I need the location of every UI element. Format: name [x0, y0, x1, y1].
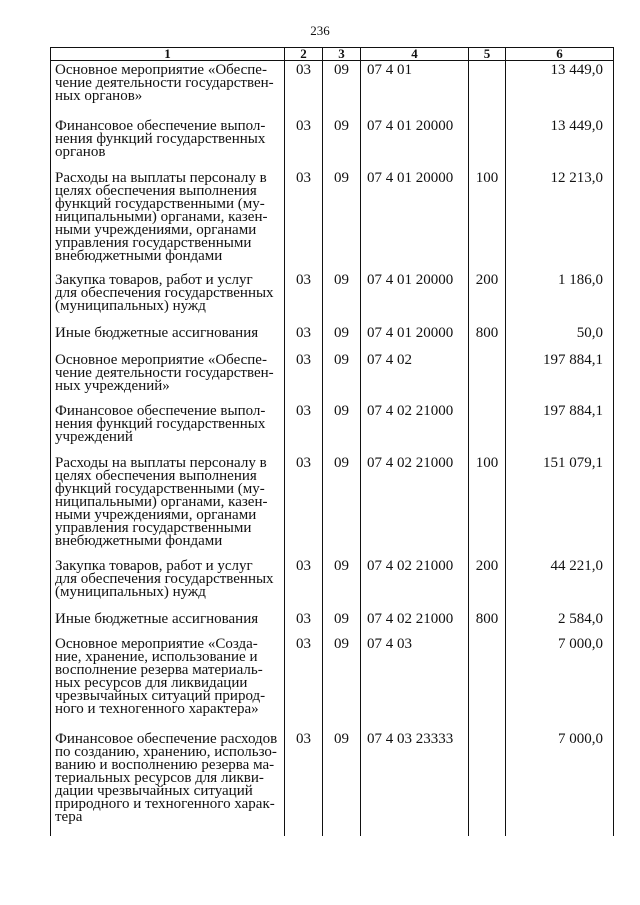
row-subsection: 09 — [323, 557, 361, 610]
row-name: Финансовое обеспечение выпол-нения функций государственных учреждений — [51, 402, 285, 454]
table-row — [51, 402, 614, 454]
column-header-1: 1 — [51, 48, 285, 61]
row-subsection: 09 — [323, 635, 361, 730]
table-row — [51, 730, 614, 836]
row-amount: 197 884,1 — [506, 402, 614, 454]
row-expense-type — [469, 730, 506, 836]
row-section: 03 — [285, 454, 323, 557]
column-header-4: 4 — [361, 48, 469, 61]
row-expense-type — [469, 351, 506, 402]
row-target-code: 07 4 01 20000 — [361, 117, 469, 169]
row-expense-type — [469, 402, 506, 454]
row-name: Иные бюджетные ассигнования — [51, 610, 285, 635]
row-target-code: 07 4 01 20000 — [361, 271, 469, 324]
row-amount: 12 213,0 — [506, 169, 614, 271]
table-row — [51, 610, 614, 635]
row-expense-type — [469, 117, 506, 169]
row-subsection: 09 — [323, 610, 361, 635]
row-amount: 50,0 — [506, 324, 614, 351]
row-section: 03 — [285, 610, 323, 635]
column-header-5: 5 — [469, 48, 506, 61]
row-expense-type — [469, 635, 506, 730]
table-header-row — [51, 48, 614, 61]
row-amount: 13 449,0 — [506, 61, 614, 117]
row-target-code: 07 4 01 20000 — [361, 169, 469, 271]
table-row — [51, 271, 614, 324]
row-target-code: 07 4 03 23333 — [361, 730, 469, 836]
row-name: Иные бюджетные ассигнования — [51, 324, 285, 351]
row-section: 03 — [285, 271, 323, 324]
table-row — [51, 351, 614, 402]
row-name: Основное мероприятие «Созда-ние, хранение, использование и восполнение резерва материаль-ных ресурсов для ликвидации чрезвычайных ситуаций природ-ного и техногенного характера» — [51, 635, 285, 730]
row-target-code: 07 4 01 20000 — [361, 324, 469, 351]
row-expense-type: 800 — [469, 610, 506, 635]
row-section: 03 — [285, 730, 323, 836]
row-name: Расходы на выплаты персоналу в целях обеспечения выполнения функций государственными (му-ниципальными) органами, казен-ными учреждениями, органами управления государственными внебюджетными фондами — [51, 169, 285, 271]
row-subsection: 09 — [323, 271, 361, 324]
table-row — [51, 557, 614, 610]
row-amount: 44 221,0 — [506, 557, 614, 610]
row-target-code: 07 4 03 — [361, 635, 469, 730]
row-expense-type: 100 — [469, 169, 506, 271]
table-row — [51, 169, 614, 271]
row-amount: 13 449,0 — [506, 117, 614, 169]
row-subsection: 09 — [323, 61, 361, 117]
table-row — [51, 324, 614, 351]
column-header-6: 6 — [506, 48, 614, 61]
row-target-code: 07 4 02 21000 — [361, 610, 469, 635]
row-amount: 151 079,1 — [506, 454, 614, 557]
row-section: 03 — [285, 324, 323, 351]
row-amount: 2 584,0 — [506, 610, 614, 635]
table-row — [51, 117, 614, 169]
row-name: Основное мероприятие «Обеспе-чение деятельности государствен-ных учреждений» — [51, 351, 285, 402]
row-amount: 197 884,1 — [506, 351, 614, 402]
row-expense-type: 200 — [469, 271, 506, 324]
row-target-code: 07 4 02 21000 — [361, 557, 469, 610]
row-name: Закупка товаров, работ и услуг для обеспечения государственных (муниципальных) нужд — [51, 557, 285, 610]
row-name: Закупка товаров, работ и услуг для обеспечения государственных (муниципальных) нужд — [51, 271, 285, 324]
row-section: 03 — [285, 351, 323, 402]
column-header-3: 3 — [323, 48, 361, 61]
row-expense-type — [469, 61, 506, 117]
row-expense-type: 800 — [469, 324, 506, 351]
table-row — [51, 61, 614, 117]
row-subsection: 09 — [323, 169, 361, 271]
row-section: 03 — [285, 61, 323, 117]
row-subsection: 09 — [323, 351, 361, 402]
row-target-code: 07 4 02 — [361, 351, 469, 402]
row-subsection: 09 — [323, 324, 361, 351]
row-target-code: 07 4 02 21000 — [361, 402, 469, 454]
row-subsection: 09 — [323, 454, 361, 557]
row-section: 03 — [285, 117, 323, 169]
row-amount: 7 000,0 — [506, 635, 614, 730]
row-section: 03 — [285, 169, 323, 271]
row-subsection: 09 — [323, 402, 361, 454]
row-target-code: 07 4 01 — [361, 61, 469, 117]
row-expense-type: 100 — [469, 454, 506, 557]
row-expense-type: 200 — [469, 557, 506, 610]
row-amount: 1 186,0 — [506, 271, 614, 324]
row-subsection: 09 — [323, 117, 361, 169]
row-amount: 7 000,0 — [506, 730, 614, 836]
row-subsection: 09 — [323, 730, 361, 836]
row-section: 03 — [285, 402, 323, 454]
row-section: 03 — [285, 557, 323, 610]
row-name: Расходы на выплаты персоналу в целях обеспечения выполнения функций государственными (му-ниципальными) органами, казен-ными учреждениями, органами управления государственными внебюджетными фондами — [51, 454, 285, 557]
row-name: Финансовое обеспечение выпол-нения функций государственных органов — [51, 117, 285, 169]
row-name: Финансовое обеспечение расходов по созданию, хранению, использо-ванию и восполнению резерва ма-териальных ресурсов для ликви-дации чрезвычайных ситуаций природного и техногенного харак-тера — [51, 730, 285, 836]
budget-table — [50, 47, 614, 836]
column-header-2: 2 — [285, 48, 323, 61]
table-row — [51, 635, 614, 730]
table-row — [51, 454, 614, 557]
row-target-code: 07 4 02 21000 — [361, 454, 469, 557]
row-section: 03 — [285, 635, 323, 730]
row-name: Основное мероприятие «Обеспе-чение деятельности государствен-ных органов» — [51, 61, 285, 117]
page-number: 236 — [310, 23, 330, 38]
